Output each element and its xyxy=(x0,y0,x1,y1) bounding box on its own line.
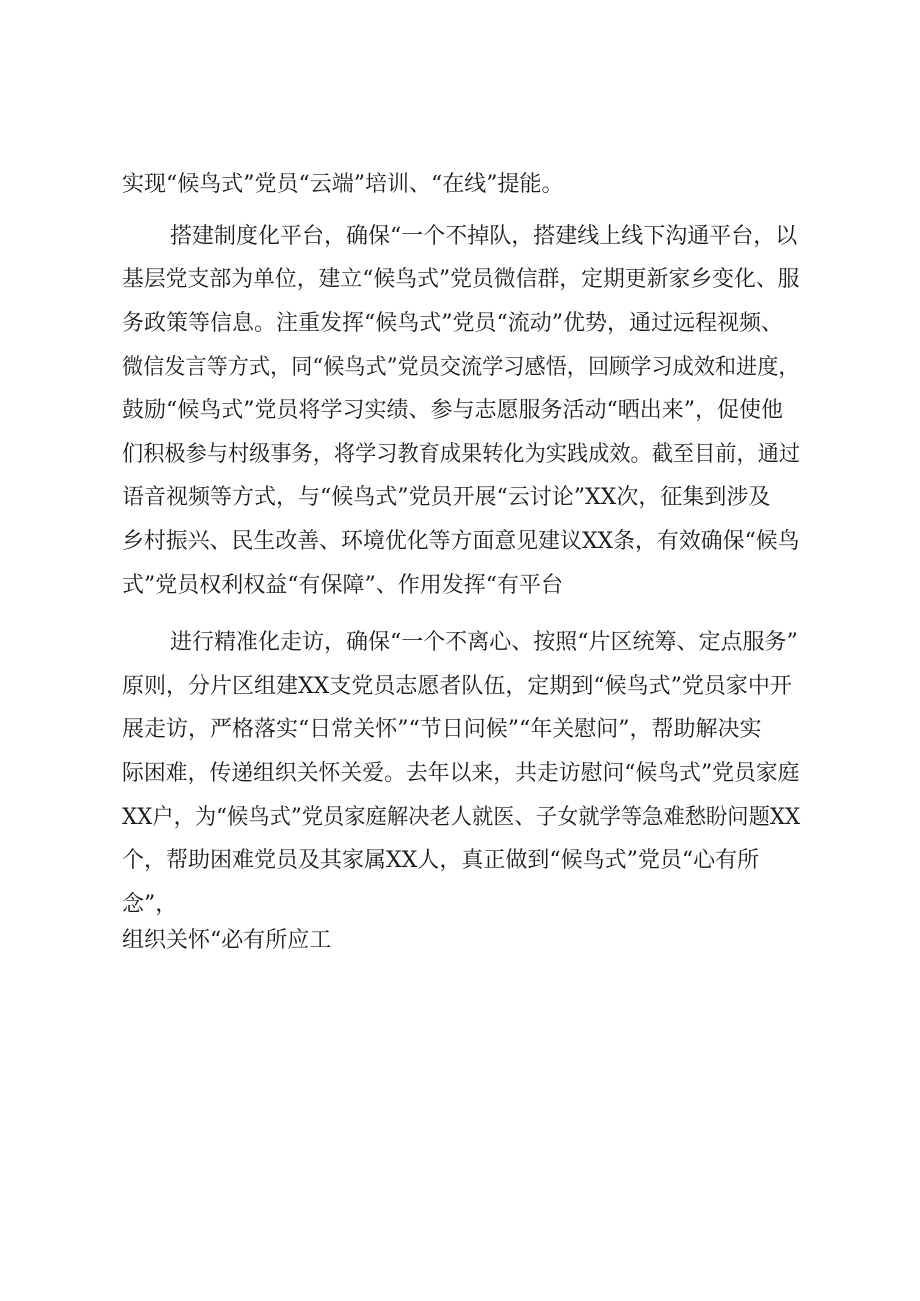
text-line-14: 际困难，传递组织关怀关爱。去年以来，共走访慰问“候鸟式”党员家庭 xyxy=(122,761,800,786)
text-line-4: 务政策等信息。注重发挥“候鸟式”党员“流动”优势，通过远程视频、 xyxy=(122,311,783,336)
text-line-15: XX户，为“候鸟式”党员家庭解决老人就医、子女就学等急难愁盼问题XX xyxy=(122,805,801,830)
text-line-6: 鼓励“候鸟式”党员将学习实绩、参与志愿服务活动“晒出来”，促使他 xyxy=(122,398,783,423)
text-line-12: 原则，分片区组建XX支党员志愿者队伍，定期到“候鸟式”党员家中开 xyxy=(122,674,792,699)
text-line-2: 搭建制度化平台，确保“一个不掉队，搭建线上线下沟通平台，以 xyxy=(170,224,798,249)
text-line-10: 式”党员权利权益“有保障”、作用发挥“有平台 xyxy=(122,573,563,598)
text-line-8: 语音视频等方式，与“候鸟式”党员开展“云讨论”XX次，征集到涉及 xyxy=(122,485,771,510)
text-line-5: 微信发言等方式，同“候鸟式”党员交流学习感悟，回顾学习成效和进度， xyxy=(122,355,800,380)
text-line-1: 实现“候鸟式”党员“云端”培训、“在线”提能。 xyxy=(122,172,564,197)
text-line-9: 乡村振兴、民生改善、环境优化等方面意见建议XX条，有效确保“候鸟 xyxy=(122,529,800,554)
text-line-17: 念”， xyxy=(122,892,178,917)
text-line-7: 们积极参与村级事务，将学习教育成果转化为实践成效。截至目前，通过 xyxy=(122,442,801,467)
text-line-11: 进行精准化走访，确保“一个不离心、按照“片区统筹、定点服务” xyxy=(170,630,798,655)
text-line-13: 展走访，严格落实“日常关怀”“节日问候”“年关慰问”，帮助解决实 xyxy=(122,717,762,742)
text-line-16: 个，帮助困难党员及其家属XX人，真正做到“候鸟式”党员“心有所 xyxy=(122,848,760,873)
text-line-18: 组织关怀“必有所应工 xyxy=(122,928,332,953)
text-line-3: 基层党支部为单位，建立“候鸟式”党员微信群，定期更新家乡变化、服 xyxy=(122,267,800,292)
